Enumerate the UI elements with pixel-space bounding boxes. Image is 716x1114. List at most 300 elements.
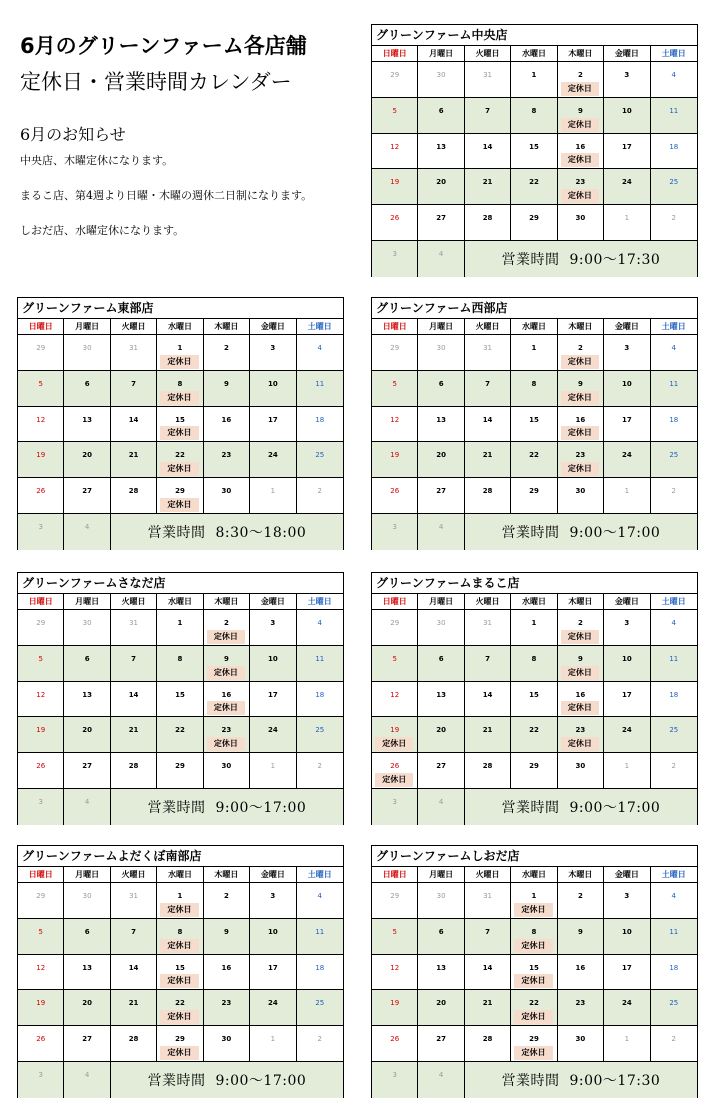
hours-value: 8:30〜18:00 — [215, 525, 307, 542]
day-number: 23 — [575, 178, 586, 187]
day-number: 30 — [436, 344, 446, 352]
day-cell — [465, 478, 511, 514]
day-cell — [111, 919, 157, 955]
day-number: 31 — [129, 619, 139, 627]
day-cell — [418, 753, 464, 789]
day-number: 15 — [529, 142, 539, 151]
day-cell — [250, 753, 296, 789]
day-number: 3 — [38, 1071, 43, 1080]
weekday-header: 土曜日 — [651, 46, 697, 62]
calendar-grid — [372, 319, 697, 550]
day-cell — [604, 134, 650, 170]
day-cell — [157, 371, 203, 407]
day-cell — [558, 335, 604, 371]
weekday-header: 月曜日 — [418, 46, 464, 62]
calendar-grid — [372, 867, 697, 1098]
day-cell — [18, 646, 64, 682]
day-cell — [465, 1026, 511, 1062]
day-number: 25 — [315, 999, 325, 1008]
day-cell — [511, 646, 557, 682]
day-number: 10 — [267, 379, 278, 388]
day-cell — [651, 62, 697, 98]
day-number: 6 — [84, 379, 90, 388]
day-cell — [250, 1026, 296, 1062]
day-number: 1 — [624, 214, 630, 223]
day-number: 26 — [36, 487, 46, 496]
holiday-badge: 定休日 — [160, 974, 198, 988]
day-cell — [651, 442, 697, 478]
day-cell — [418, 789, 464, 825]
weekday-header: 火曜日 — [465, 867, 511, 883]
day-cell — [18, 514, 64, 550]
day-number: 10 — [621, 654, 632, 663]
day-number: 11 — [669, 927, 679, 936]
holiday-badge: 定休日 — [207, 737, 245, 751]
day-number: 24 — [621, 451, 632, 460]
weekday-header: 月曜日 — [418, 867, 464, 883]
day-number: 22 — [529, 999, 539, 1008]
day-cell — [204, 610, 250, 646]
day-number: 20 — [436, 178, 446, 187]
weekday-header: 日曜日 — [372, 594, 418, 610]
weekday-header: 火曜日 — [465, 594, 511, 610]
day-cell — [558, 371, 604, 407]
day-number: 29 — [529, 1035, 539, 1044]
weekday-header: 水曜日 — [157, 867, 203, 883]
day-number: 22 — [529, 451, 539, 460]
holiday-badge: 定休日 — [160, 939, 198, 953]
day-cell — [18, 442, 64, 478]
day-number: 21 — [482, 178, 493, 187]
day-number: 30 — [575, 762, 586, 771]
day-cell — [64, 990, 110, 1026]
day-number: 13 — [82, 963, 92, 972]
day-number: 9 — [223, 654, 229, 663]
day-number: 9 — [577, 379, 583, 388]
day-number: 20 — [436, 999, 446, 1008]
day-cell — [18, 753, 64, 789]
day-number: 27 — [436, 214, 446, 223]
day-cell — [372, 241, 418, 277]
day-number: 9 — [577, 654, 583, 663]
holiday-badge: 定休日 — [561, 630, 599, 644]
day-cell — [558, 682, 604, 718]
day-cell — [157, 682, 203, 718]
day-cell — [111, 646, 157, 682]
day-number: 29 — [390, 892, 400, 900]
holiday-badge: 定休日 — [561, 666, 599, 680]
day-number: 14 — [128, 963, 139, 972]
hours-label: 営業時間 — [147, 525, 206, 542]
hours-label: 営業時間 — [147, 1073, 206, 1090]
day-cell — [157, 407, 203, 443]
holiday-badge: 定休日 — [207, 701, 245, 715]
day-number: 29 — [36, 892, 46, 900]
day-number: 26 — [390, 1035, 400, 1044]
day-cell — [651, 610, 697, 646]
day-number: 17 — [621, 142, 632, 151]
weekday-header: 土曜日 — [297, 867, 343, 883]
day-cell — [157, 753, 203, 789]
day-number: 23 — [221, 999, 232, 1008]
weekday-header: 火曜日 — [111, 594, 157, 610]
day-number: 2 — [671, 762, 676, 771]
day-number: 22 — [529, 178, 539, 187]
day-number: 12 — [36, 963, 46, 972]
day-cell — [372, 371, 418, 407]
day-number: 20 — [436, 451, 446, 460]
day-cell — [297, 442, 343, 478]
day-number: 27 — [82, 762, 92, 771]
day-number: 29 — [175, 762, 185, 771]
holiday-badge: 定休日 — [514, 903, 552, 917]
day-cell — [18, 371, 64, 407]
day-cell — [651, 478, 697, 514]
day-number: 21 — [128, 451, 139, 460]
day-cell — [18, 478, 64, 514]
day-number: 1 — [177, 344, 183, 352]
day-number: 25 — [669, 726, 679, 735]
day-number: 3 — [270, 892, 276, 900]
day-number: 25 — [669, 178, 679, 187]
day-cell — [418, 62, 464, 98]
day-number: 28 — [482, 1035, 493, 1044]
day-cell — [604, 335, 650, 371]
weekday-header: 土曜日 — [297, 319, 343, 335]
day-cell — [250, 883, 296, 919]
day-cell — [204, 682, 250, 718]
day-cell — [297, 646, 343, 682]
day-cell — [418, 717, 464, 753]
day-number: 12 — [390, 690, 400, 699]
hours-label: 営業時間 — [147, 800, 206, 817]
day-cell — [64, 789, 110, 825]
day-cell — [297, 717, 343, 753]
day-number: 13 — [436, 963, 446, 972]
day-number: 4 — [317, 344, 322, 352]
day-number: 16 — [575, 415, 586, 424]
holiday-badge: 定休日 — [160, 462, 198, 476]
day-cell — [558, 990, 604, 1026]
holiday-badge: 定休日 — [561, 118, 599, 132]
day-cell — [250, 955, 296, 991]
day-cell — [558, 98, 604, 134]
day-number: 12 — [390, 963, 400, 972]
day-cell — [250, 442, 296, 478]
weekday-header: 金曜日 — [250, 594, 296, 610]
day-cell — [111, 883, 157, 919]
weekday-header: 月曜日 — [64, 867, 110, 883]
day-cell — [372, 753, 418, 789]
day-cell — [418, 955, 464, 991]
day-number: 17 — [621, 415, 632, 424]
day-cell — [465, 753, 511, 789]
day-cell — [511, 335, 557, 371]
day-cell — [64, 682, 110, 718]
holiday-badge: 定休日 — [160, 426, 198, 440]
day-cell — [604, 478, 650, 514]
day-cell — [651, 407, 697, 443]
weekday-header: 水曜日 — [157, 594, 203, 610]
day-number: 30 — [221, 487, 232, 496]
day-cell — [297, 610, 343, 646]
calendar-title: グリーンファームまるこ店 — [372, 573, 697, 594]
day-cell — [651, 990, 697, 1026]
weekday-header: 土曜日 — [651, 319, 697, 335]
day-number: 4 — [317, 892, 322, 900]
day-number: 1 — [177, 892, 183, 900]
day-number: 14 — [128, 415, 139, 424]
day-cell — [604, 955, 650, 991]
day-number: 14 — [482, 963, 493, 972]
store-calendar — [17, 297, 344, 550]
day-cell — [511, 134, 557, 170]
calendar-title: グリーンファーム東部店 — [18, 298, 343, 319]
day-number: 4 — [84, 798, 90, 807]
day-number: 4 — [671, 892, 676, 900]
day-number: 21 — [128, 726, 139, 735]
day-number: 2 — [577, 892, 583, 900]
day-cell — [157, 646, 203, 682]
day-number: 8 — [531, 106, 537, 115]
day-cell — [558, 205, 604, 241]
day-cell — [18, 610, 64, 646]
day-number: 1 — [531, 344, 537, 352]
day-cell — [558, 883, 604, 919]
day-cell — [465, 646, 511, 682]
day-number: 16 — [575, 690, 586, 699]
calendar-title: グリーンファーム西部店 — [372, 298, 697, 319]
calendar-grid — [18, 867, 343, 1098]
day-cell — [511, 478, 557, 514]
day-number: 31 — [483, 892, 493, 900]
day-cell — [418, 682, 464, 718]
holiday-badge: 定休日 — [561, 391, 599, 405]
day-number: 16 — [221, 415, 232, 424]
day-cell — [111, 682, 157, 718]
day-number: 29 — [390, 71, 400, 79]
day-number: 6 — [438, 654, 444, 663]
day-number: 16 — [221, 963, 232, 972]
day-cell — [418, 514, 464, 550]
holiday-badge: 定休日 — [375, 773, 413, 787]
day-number: 19 — [390, 178, 400, 187]
day-number: 7 — [131, 654, 136, 663]
day-number: 14 — [128, 690, 139, 699]
day-cell — [511, 407, 557, 443]
weekday-header: 木曜日 — [558, 46, 604, 62]
day-number: 21 — [482, 999, 493, 1008]
day-cell — [297, 753, 343, 789]
notice-line: 中央店、木曜定休になります。 — [20, 154, 174, 167]
day-cell — [250, 717, 296, 753]
day-cell — [558, 955, 604, 991]
day-cell — [372, 514, 418, 550]
weekday-header: 火曜日 — [465, 319, 511, 335]
day-cell — [651, 646, 697, 682]
day-cell — [250, 610, 296, 646]
day-cell — [64, 753, 110, 789]
day-number: 11 — [669, 106, 679, 115]
day-cell — [297, 955, 343, 991]
day-cell — [511, 371, 557, 407]
day-number: 7 — [131, 927, 136, 936]
hours-value: 9:00〜17:30 — [569, 252, 661, 269]
day-cell — [651, 98, 697, 134]
day-cell — [157, 1026, 203, 1062]
day-cell — [558, 717, 604, 753]
day-cell — [372, 335, 418, 371]
day-number: 4 — [84, 1071, 90, 1080]
day-cell — [204, 371, 250, 407]
day-number: 13 — [82, 415, 92, 424]
day-number: 23 — [575, 999, 586, 1008]
day-number: 27 — [82, 1035, 92, 1044]
day-number: 27 — [436, 762, 446, 771]
day-number: 30 — [82, 344, 92, 352]
day-number: 30 — [436, 892, 446, 900]
business-hours — [465, 514, 697, 550]
holiday-badge: 定休日 — [561, 737, 599, 751]
day-cell — [250, 407, 296, 443]
store-calendar — [371, 24, 698, 277]
day-number: 3 — [392, 798, 397, 807]
calendar-grid — [372, 46, 697, 277]
day-cell — [157, 990, 203, 1026]
day-number: 23 — [575, 451, 586, 460]
day-number: 23 — [221, 451, 232, 460]
day-cell — [465, 371, 511, 407]
day-cell — [465, 62, 511, 98]
holiday-badge: 定休日 — [561, 189, 599, 203]
day-number: 24 — [621, 178, 632, 187]
day-cell — [418, 442, 464, 478]
day-number: 29 — [529, 487, 539, 496]
day-cell — [465, 610, 511, 646]
day-cell — [651, 717, 697, 753]
day-cell — [465, 990, 511, 1026]
day-number: 3 — [38, 798, 43, 807]
business-hours — [465, 241, 697, 277]
day-cell — [297, 407, 343, 443]
day-number: 19 — [36, 999, 46, 1008]
day-cell — [604, 1026, 650, 1062]
day-cell — [465, 134, 511, 170]
day-cell — [604, 62, 650, 98]
calendar-title: グリーンファームよだくぼ南部店 — [18, 846, 343, 867]
day-number: 25 — [315, 451, 325, 460]
weekday-header: 金曜日 — [604, 867, 650, 883]
day-cell — [604, 169, 650, 205]
weekday-header: 日曜日 — [372, 46, 418, 62]
day-cell — [651, 753, 697, 789]
day-number: 29 — [529, 214, 539, 223]
business-hours — [465, 789, 697, 825]
day-number: 25 — [315, 726, 325, 735]
day-number: 31 — [129, 892, 139, 900]
day-cell — [418, 646, 464, 682]
day-number: 31 — [129, 344, 139, 352]
day-number: 3 — [392, 523, 397, 532]
day-number: 30 — [436, 619, 446, 627]
weekday-header: 水曜日 — [511, 46, 557, 62]
day-number: 1 — [624, 487, 630, 496]
day-cell — [418, 241, 464, 277]
day-number: 2 — [223, 892, 229, 900]
day-number: 4 — [671, 619, 676, 627]
day-number: 17 — [267, 963, 278, 972]
holiday-badge: 定休日 — [160, 903, 198, 917]
day-cell — [418, 919, 464, 955]
day-number: 4 — [438, 523, 444, 532]
day-number: 28 — [482, 762, 493, 771]
day-cell — [372, 62, 418, 98]
day-cell — [511, 682, 557, 718]
day-number: 6 — [84, 927, 90, 936]
day-cell — [372, 990, 418, 1026]
day-number: 26 — [390, 487, 400, 496]
day-number: 24 — [267, 726, 278, 735]
day-cell — [204, 335, 250, 371]
day-cell — [372, 919, 418, 955]
day-cell — [204, 990, 250, 1026]
day-number: 24 — [267, 451, 278, 460]
day-number: 5 — [392, 106, 397, 115]
day-cell — [297, 682, 343, 718]
day-number: 20 — [82, 999, 92, 1008]
day-cell — [511, 717, 557, 753]
day-number: 15 — [529, 415, 539, 424]
day-cell — [18, 717, 64, 753]
day-cell — [372, 883, 418, 919]
day-number: 2 — [671, 214, 676, 223]
day-number: 13 — [436, 415, 446, 424]
day-cell — [372, 789, 418, 825]
day-cell — [418, 371, 464, 407]
day-number: 9 — [577, 927, 583, 936]
day-cell — [604, 682, 650, 718]
day-number: 24 — [621, 726, 632, 735]
day-number: 24 — [621, 999, 632, 1008]
business-hours — [111, 789, 343, 825]
day-cell — [372, 169, 418, 205]
day-cell — [297, 371, 343, 407]
day-number: 2 — [317, 762, 322, 771]
day-number: 12 — [390, 415, 400, 424]
day-number: 18 — [315, 415, 325, 424]
holiday-badge: 定休日 — [514, 1046, 552, 1060]
day-cell — [204, 919, 250, 955]
day-number: 29 — [529, 762, 539, 771]
day-cell — [157, 335, 203, 371]
holiday-badge: 定休日 — [514, 939, 552, 953]
day-number: 4 — [671, 344, 676, 352]
day-cell — [418, 883, 464, 919]
holiday-badge: 定休日 — [160, 1010, 198, 1024]
weekday-header: 土曜日 — [297, 594, 343, 610]
weekday-header: 火曜日 — [465, 46, 511, 62]
day-number: 30 — [575, 214, 586, 223]
day-number: 28 — [482, 487, 493, 496]
day-number: 2 — [317, 1035, 322, 1044]
day-cell — [651, 955, 697, 991]
day-number: 30 — [82, 619, 92, 627]
day-number: 6 — [84, 654, 90, 663]
day-cell — [604, 990, 650, 1026]
holiday-badge: 定休日 — [514, 974, 552, 988]
store-calendar — [371, 845, 698, 1098]
day-number: 1 — [531, 892, 537, 900]
